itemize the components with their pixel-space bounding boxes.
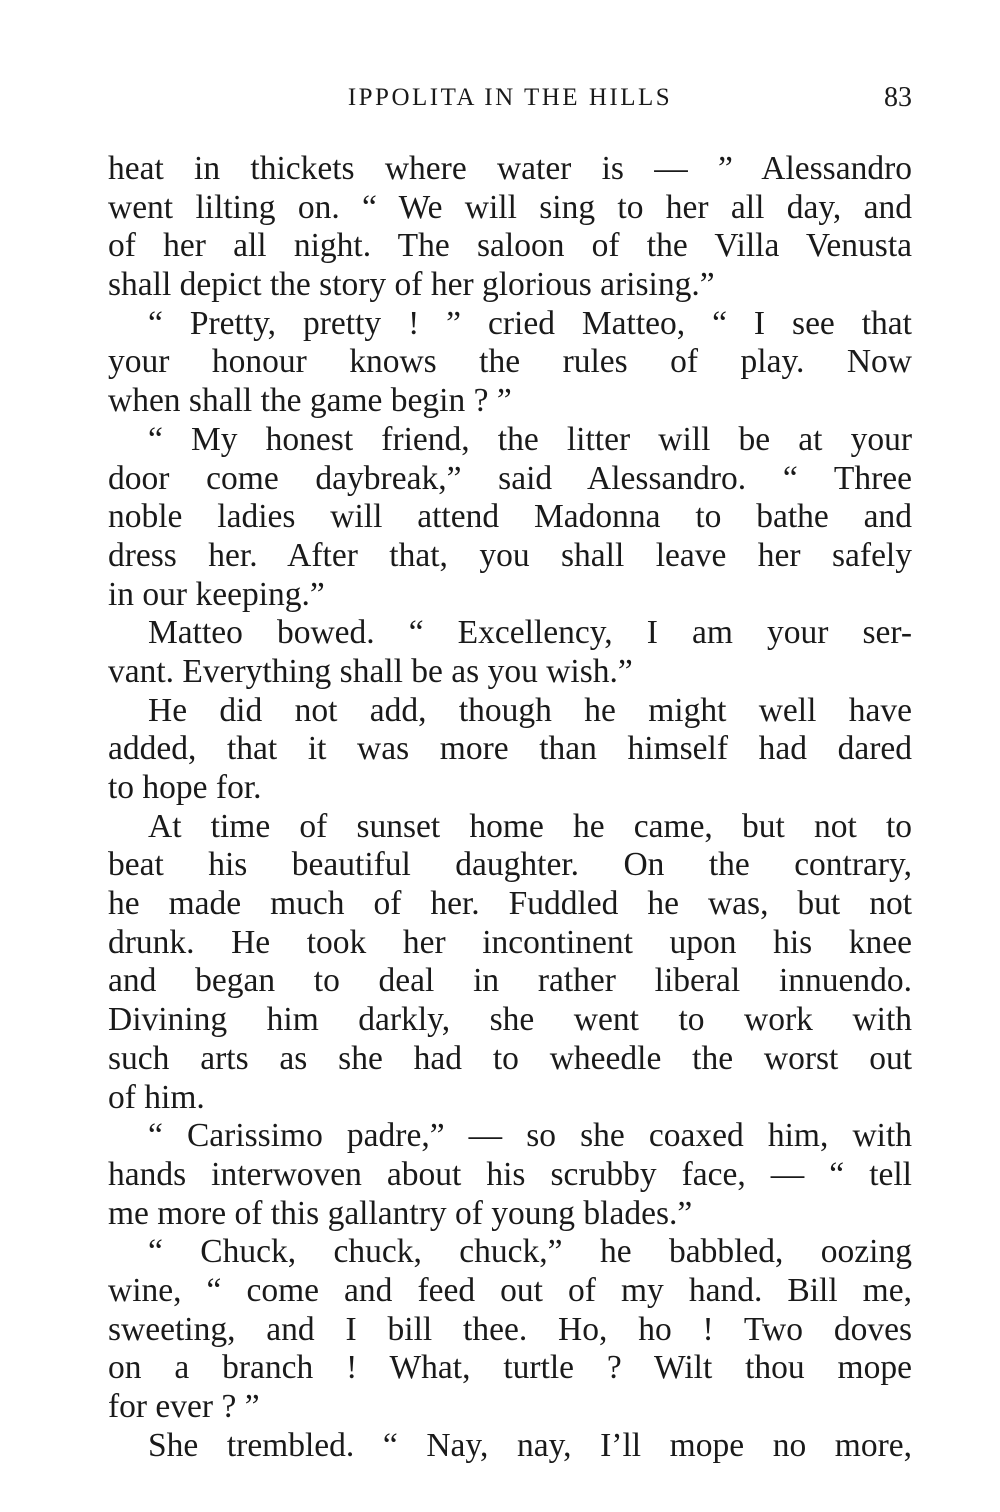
body-text	[108, 150, 912, 1465]
page-number: 83	[884, 82, 912, 113]
text-line: Matteo bowed. “ Excellency, I am your ser-	[148, 614, 912, 652]
text-line: At time of sunset home he came, but not to	[148, 807, 912, 845]
text-line: such arts as she had to wheedle the worst out	[108, 1039, 912, 1077]
text-line: he made much of her. Fuddled he was, but not	[108, 885, 912, 923]
text-line: noble ladies will attend Madonna to bathe and	[108, 498, 912, 536]
text-line: “ Carissimo padre,” — so she coaxed him, with	[148, 1117, 912, 1155]
text-line: “ Pretty, pretty ! ” cried Matteo, “ I see that	[148, 304, 912, 342]
text-line: added, that it was more than himself had dared	[108, 730, 912, 768]
running-title: IPPOLITA IN THE HILLS	[347, 84, 673, 111]
text-line: Divining him darkly, she went to work with	[108, 1001, 912, 1039]
text-line: She trembled. “ Nay, nay, I’ll mope no more,	[148, 1426, 912, 1464]
text-line: and began to deal in rather liberal innuendo.	[108, 962, 912, 1000]
text-line: me more of this gallantry of young blades.”	[108, 1194, 693, 1232]
text-line: hands interwoven about his scrubby face, — “ tell	[108, 1155, 912, 1193]
text-line: wine, “ come and feed out of my hand. Bill me,	[108, 1271, 912, 1309]
text-line: beat his beautiful daughter. On the contrary,	[108, 846, 912, 884]
text-line: “ My honest friend, the litter will be at your	[148, 420, 912, 458]
text-line: “ Chuck, chuck, chuck,” he babbled, oozing	[148, 1233, 912, 1271]
text-line: heat in thickets where water is — ” Alessandro	[108, 150, 912, 187]
text-line: went lilting on. “ We will sing to her all day, and	[108, 188, 912, 226]
text-line: in our keeping.”	[108, 575, 325, 613]
text-line: door come daybreak,” said Alessandro. “ Three	[108, 459, 912, 497]
text-line: to hope for.	[108, 769, 262, 806]
text-line: on a branch ! What, turtle ? Wilt thou mope	[108, 1349, 912, 1387]
text-line: of her all night. The saloon of the Villa Venusta	[108, 227, 912, 265]
text-line: your honour knows the rules of play. Now	[108, 343, 912, 381]
text-line: for ever ? ”	[108, 1388, 260, 1425]
text-line: when shall the game begin ? ”	[108, 382, 512, 420]
text-line: of him.	[108, 1078, 205, 1116]
text-line: shall depict the story of her glorious arising.”	[108, 266, 715, 304]
text-line: vant. Everything shall be as you wish.”	[108, 652, 633, 690]
text-line: dress her. After that, you shall leave her safely	[108, 536, 912, 574]
text-line: drunk. He took her incontinent upon his knee	[108, 923, 912, 961]
text-line: sweeting, and I bill thee. Ho, ho ! Two doves	[108, 1310, 912, 1348]
running-head	[108, 80, 912, 116]
text-line: He did not add, though he might well have	[148, 691, 912, 729]
